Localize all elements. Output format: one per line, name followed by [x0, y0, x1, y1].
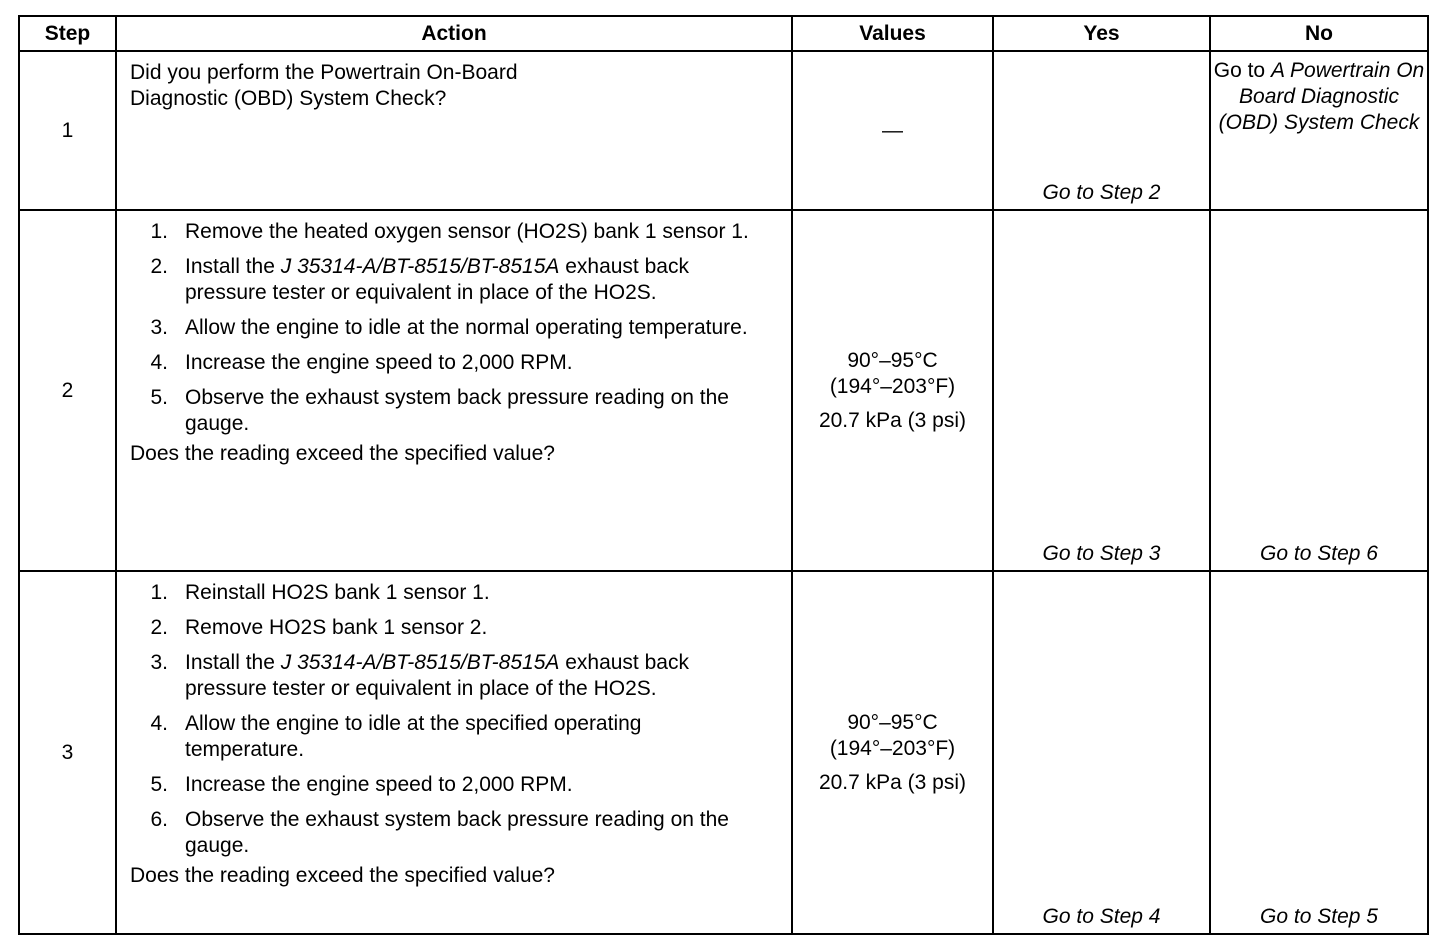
item-text: Observe the exhaust system back pressure reading on the gauge.	[185, 386, 729, 435]
item-text	[185, 650, 765, 702]
item-text: Observe the exhaust system back pressure reading on the gauge.	[185, 808, 729, 857]
item-text-post: exhaust back pressure tester or equivalent in place of the HO2S.	[185, 651, 689, 700]
step-number: 2	[19, 210, 116, 571]
no-cell	[1210, 51, 1428, 210]
item-text-post: exhaust back pressure tester or equivalent in place of the HO2S.	[185, 255, 689, 304]
pressure-value: 20.7 kPa (3 psi)	[818, 408, 967, 432]
no-goto-link[interactable]: A Powertrain On Board Diagnostic (OBD) System Check	[1218, 59, 1425, 134]
no-goto-link[interactable]: Go to Step 5	[1210, 571, 1428, 934]
list-item	[130, 315, 781, 341]
action-steps-list	[130, 580, 781, 859]
no-goto-link[interactable]: Go to Step 6	[1210, 210, 1428, 571]
action-cell	[116, 51, 792, 210]
temperature-fahrenheit: (194°–203°F)	[829, 374, 956, 398]
table-row	[19, 571, 1428, 934]
temperature-celsius: 90°–95°C	[847, 348, 938, 372]
header-step: Step	[19, 16, 116, 51]
list-item	[130, 580, 781, 606]
header-no: No	[1210, 16, 1428, 51]
table-row	[19, 51, 1428, 210]
table-row	[19, 210, 1428, 571]
action-question: Does the reading exceed the specified value?	[130, 442, 555, 465]
temperature-celsius: 90°–95°C	[847, 710, 938, 734]
action-question: Does the reading exceed the specified value?	[130, 864, 555, 887]
values-cell: —	[792, 51, 993, 210]
item-text-pre: Install the	[185, 255, 281, 278]
list-item	[130, 615, 781, 641]
step-number: 1	[19, 51, 116, 210]
item-text: Allow the engine to idle at the normal operating temperature.	[185, 316, 748, 339]
tool-reference: J 35314-A/BT-8515/BT-8515A	[280, 651, 560, 674]
item-text: Increase the engine speed to 2,000 RPM.	[185, 351, 573, 374]
list-item	[130, 254, 781, 306]
item-number: 5.	[150, 386, 168, 409]
action-cell	[116, 571, 792, 934]
list-item	[130, 650, 781, 702]
item-number: 5.	[150, 773, 168, 796]
list-item	[130, 772, 781, 798]
item-number: 1.	[150, 581, 168, 604]
list-item	[130, 350, 781, 376]
list-item	[130, 711, 781, 763]
values-cell	[792, 571, 993, 934]
action-steps-list	[130, 219, 781, 437]
item-number: 3.	[150, 651, 168, 674]
list-item	[130, 385, 781, 437]
header-yes: Yes	[993, 16, 1210, 51]
values-cell	[792, 210, 993, 571]
tool-reference: J 35314-A/BT-8515/BT-8515A	[280, 255, 560, 278]
item-text	[185, 254, 765, 306]
header-values: Values	[792, 16, 993, 51]
item-text: Reinstall HO2S bank 1 sensor 1.	[185, 581, 490, 604]
item-number: 3.	[150, 316, 168, 339]
yes-goto-link[interactable]: Go to Step 4	[993, 571, 1210, 934]
action-cell	[116, 210, 792, 571]
item-text: Remove HO2S bank 1 sensor 2.	[185, 616, 488, 639]
action-question: Did you perform the Powertrain On-Board Diagnostic (OBD) System Check?	[130, 61, 518, 110]
item-text: Allow the engine to idle at the specified operating temperature.	[185, 712, 642, 761]
item-text: Remove the heated oxygen sensor (HO2S) bank 1 sensor 1.	[185, 220, 749, 243]
list-item	[130, 807, 781, 859]
list-item	[130, 219, 781, 245]
item-text: Increase the engine speed to 2,000 RPM.	[185, 773, 573, 796]
yes-goto-link[interactable]: Go to Step 3	[993, 210, 1210, 571]
item-number: 6.	[150, 808, 168, 831]
no-prefix: Go to	[1213, 59, 1266, 82]
item-number: 2.	[150, 616, 168, 639]
item-number: 4.	[150, 351, 168, 374]
yes-goto-link[interactable]: Go to Step 2	[993, 51, 1210, 210]
item-number: 4.	[150, 712, 168, 735]
temperature-fahrenheit: (194°–203°F)	[829, 736, 956, 760]
step-number: 3	[19, 571, 116, 934]
item-number: 2.	[150, 255, 168, 278]
pressure-value: 20.7 kPa (3 psi)	[818, 770, 967, 794]
item-text-pre: Install the	[185, 651, 281, 674]
header-action: Action	[116, 16, 792, 51]
diagnostic-table	[18, 15, 1429, 935]
item-number: 1.	[150, 220, 168, 243]
header-row	[19, 16, 1428, 51]
